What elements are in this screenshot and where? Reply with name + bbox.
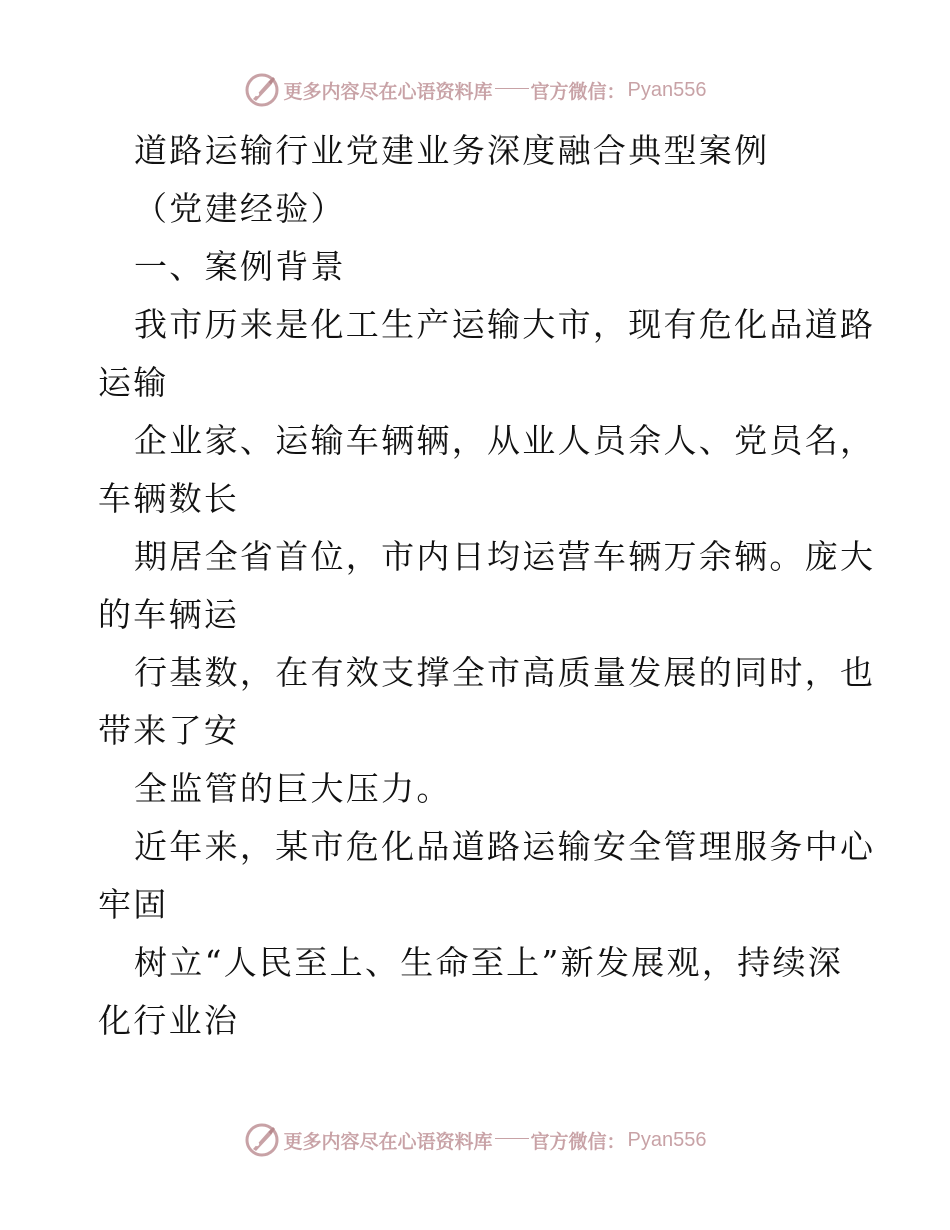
watermark-text: 更多内容尽在心语资料库 bbox=[283, 1130, 493, 1153]
watermark-label: 官方微信： bbox=[530, 80, 626, 103]
text-line: 期居全省首位，市内日均运营车辆万余辆。庞大 bbox=[134, 537, 876, 576]
document-body bbox=[98, 122, 876, 1050]
text-line: 化行业治 bbox=[98, 1001, 240, 1040]
text-line: 企业家、运输车辆辆，从业人员余人、党员名， bbox=[134, 421, 876, 460]
text-line: 全监管的巨大压力。 bbox=[134, 769, 452, 808]
header-watermark bbox=[0, 70, 950, 110]
text-line: 我市历来是化工生产运输大市，现有危化品道路 bbox=[134, 305, 876, 344]
text-line: 近年来，某市危化品道路运输安全管理服务中心 bbox=[134, 827, 876, 866]
text-line: 的车辆运 bbox=[98, 595, 240, 634]
text-line: 带来了安 bbox=[98, 711, 240, 750]
quill-logo-icon bbox=[244, 1122, 280, 1158]
watermark-label: 官方微信： bbox=[530, 1130, 626, 1153]
text-line: （党建经验） bbox=[134, 189, 346, 228]
watermark-id: Pyan556 bbox=[627, 1128, 707, 1151]
text-line: 车辆数长 bbox=[98, 479, 240, 518]
text-line: 牢固 bbox=[98, 885, 169, 924]
quill-logo-icon bbox=[244, 72, 280, 108]
watermark-text: 更多内容尽在心语资料库 bbox=[283, 80, 493, 103]
footer-watermark bbox=[0, 1120, 950, 1160]
watermark-dash bbox=[495, 88, 529, 89]
text-line: 树立“人民至上、生命至上”新发展观，持续深 bbox=[134, 943, 844, 982]
text-line: 行基数，在有效支撑全市高质量发展的同时，也 bbox=[134, 653, 876, 692]
watermark-id: Pyan556 bbox=[627, 78, 707, 101]
text-line: 一、案例背景 bbox=[134, 247, 346, 286]
text-line: 运输 bbox=[98, 363, 169, 402]
watermark-dash bbox=[495, 1138, 529, 1139]
text-line: 道路运输行业党建业务深度融合典型案例 bbox=[134, 131, 770, 170]
